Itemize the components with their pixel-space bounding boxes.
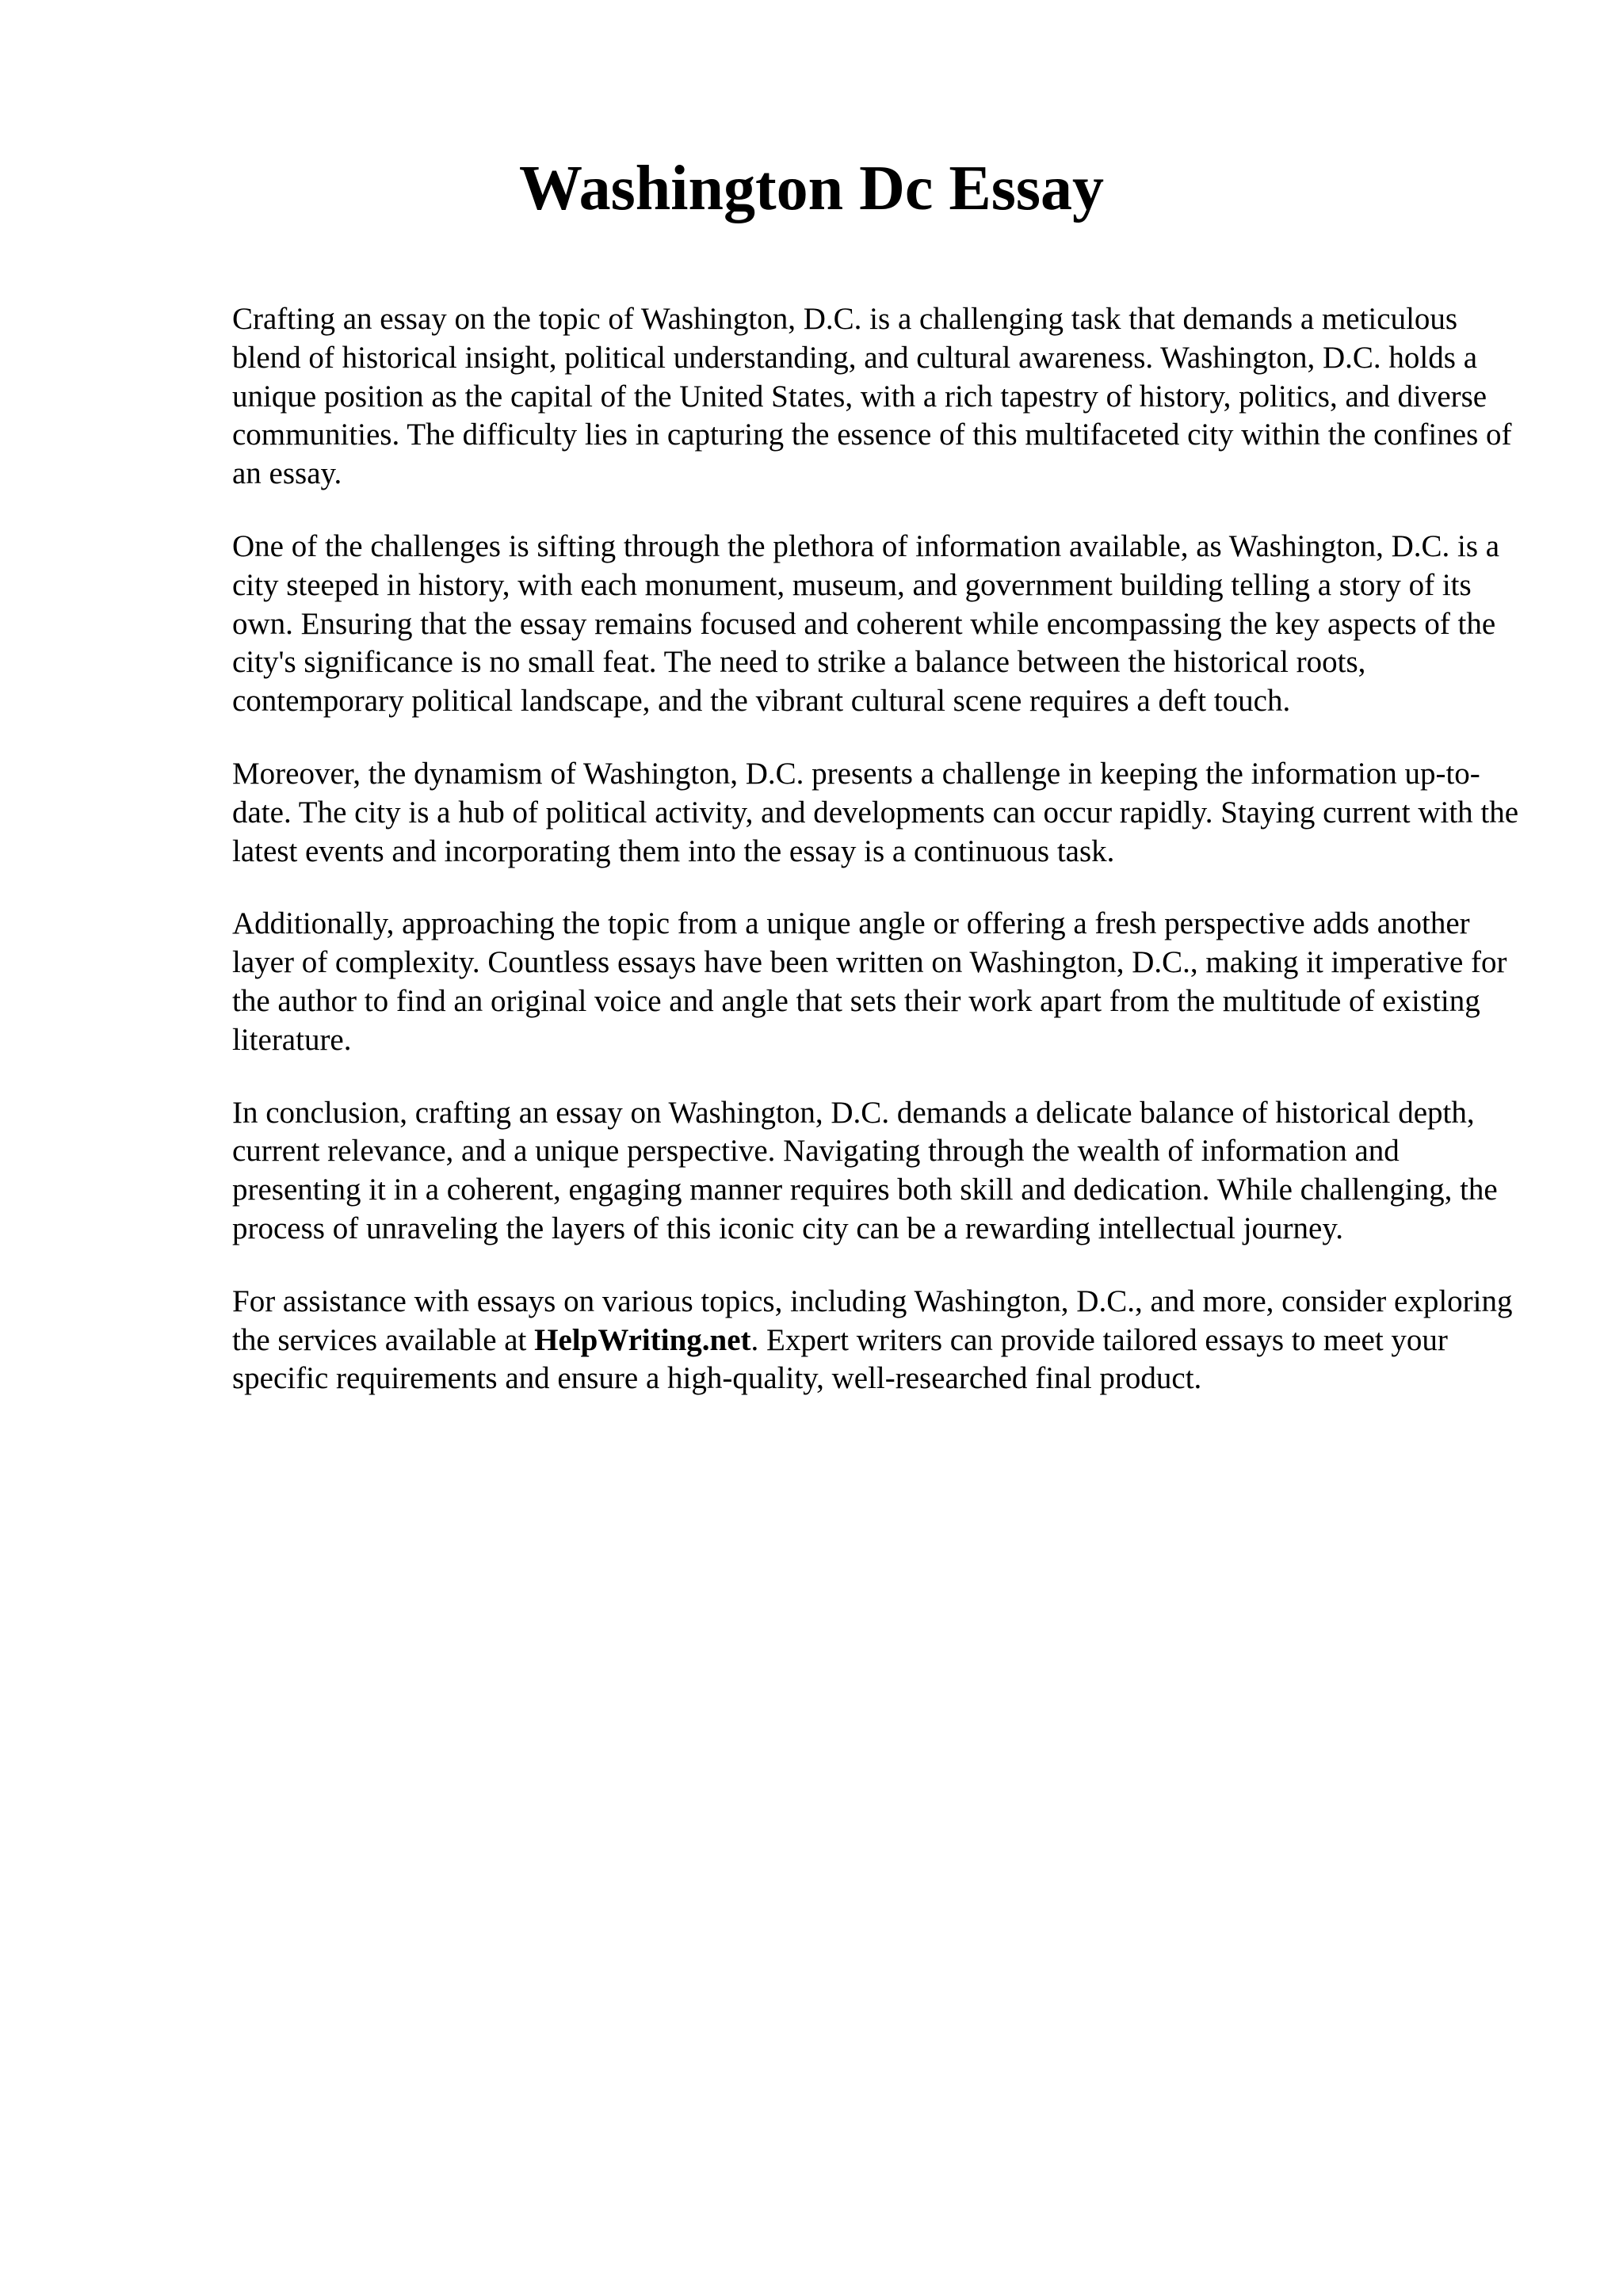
essay-body — [232, 300, 1532, 1432]
paragraph-dynamism: Moreover, the dynamism of Washington, D.C. presents a challenge in keeping the information up-to-date. The city is a hub of political activity, and developments can occur rapidly. Staying current with the latest events and incorporating them into the essay is a continuous task. — [232, 756, 1519, 868]
closing-text-before: For assistance with essays on various topics, including Washington, D.C., and more, consider exploring the services available at — [232, 1283, 1513, 1357]
paragraph-challenges: One of the challenges is sifting through the plethora of information available, as Washington, D.C. is a city steeped in history, with each monument, museum, and government building telling a story of its own. Ensuring that the essay remains focused and coherent while encompassing the key aspects of the city's significance is no small feat. The need to strike a balance between the historical roots, contemporary political landscape, and the vibrant cultural scene requires a deft touch. — [232, 528, 1500, 719]
paragraph-conclusion: In conclusion, crafting an essay on Washington, D.C. demands a delicate balance of historical depth, current relevance, and a unique perspective. Navigating through the wealth of information and presenting it in a coherent, engaging manner requires both skill and dedication. While challenging, the process of unraveling the layers of this iconic city can be a rewarding intellectual journey. — [232, 1095, 1498, 1245]
brand-name: HelpWriting.net — [534, 1322, 751, 1357]
closing-text-after: . Expert writers can provide tailored essays to meet your specific requirements and ensure a high-quality, well-researched final product. — [232, 1322, 1448, 1396]
paragraph-perspective: Additionally, approaching the topic from a unique angle or offering a fresh perspective adds another layer of complexity. Countless essays have been written on Washington, D.C., making it imperative for the author to find an original voice and angle that sets their work apart from the multitude of existing literature. — [232, 906, 1507, 1057]
page-title: Washington Dc Essay — [519, 154, 1104, 223]
paragraph-intro: Crafting an essay on the topic of Washington, D.C. is a challenging task that demands a meticulous blend of historical insight, political understanding, and cultural awareness. Washington, D.C. holds a unique position as the capital of the United States, with a rich tapestry of history, politics, and diverse communities. The difficulty lies in capturing the essence of this multifaceted city within the confines of an essay. — [232, 302, 1512, 491]
paragraph-closing — [232, 1283, 1532, 1398]
